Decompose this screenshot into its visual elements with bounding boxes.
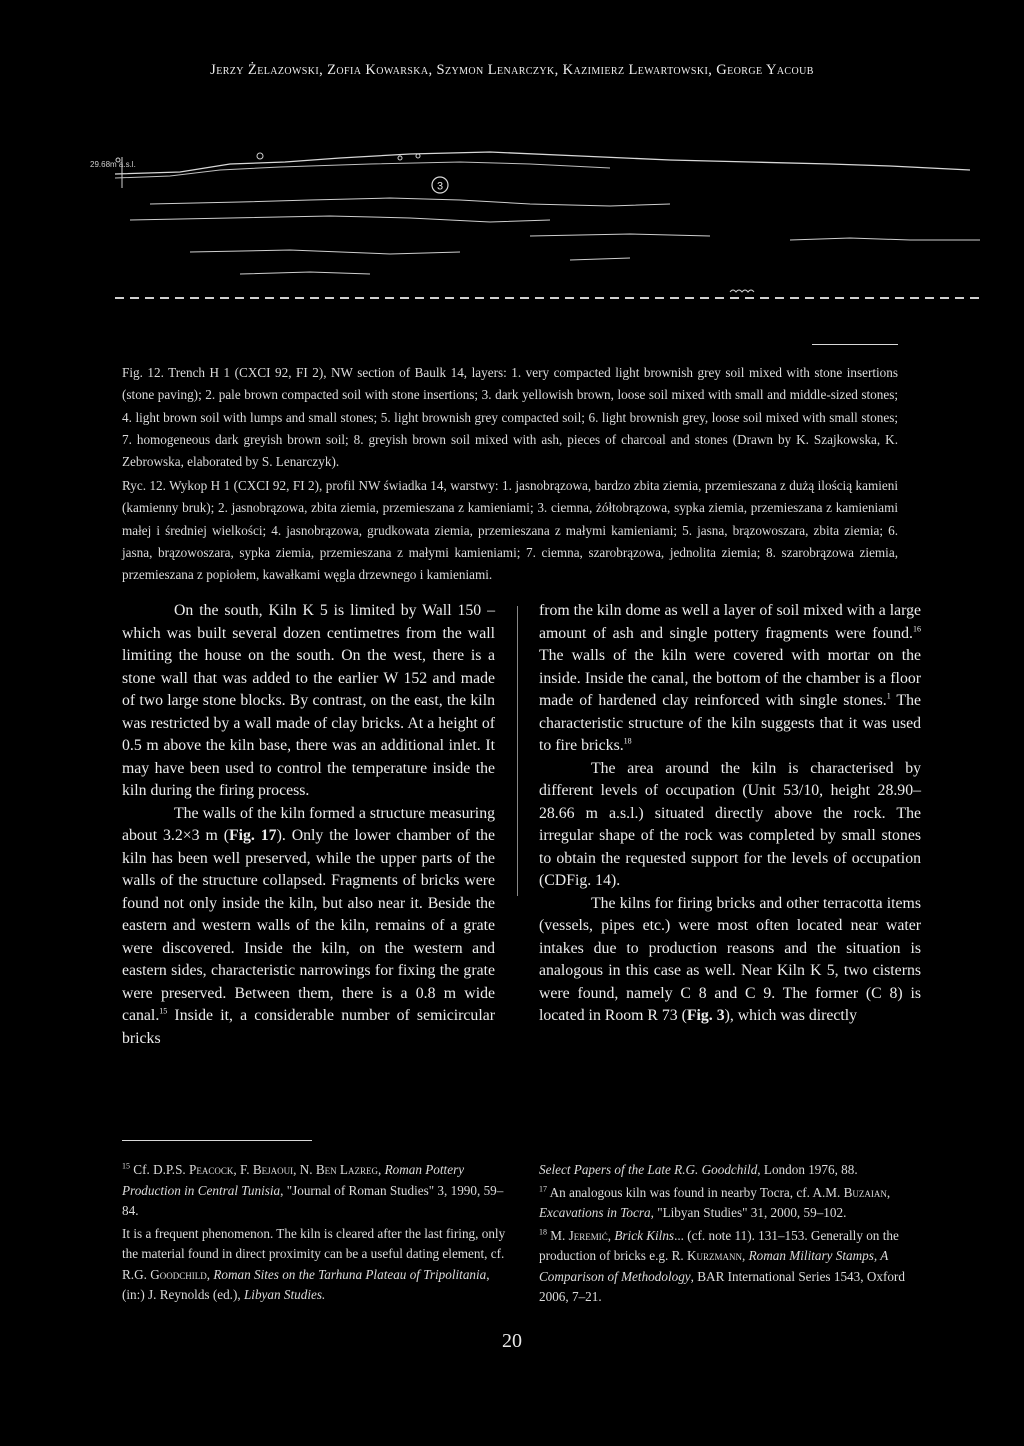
body-paragraph: The kilns for firing bricks and other terracotta items (vessels, pipes etc.) were most often located near water intakes due to production reasons and the situation is analogous in this case as well. Near Kiln K 5, two cisterns were found, namely C 8 and C 9. The former (C 8) is located in Room R 73 (Fig. 3), which was directly [539, 894, 921, 1024]
layer-8-line [240, 272, 370, 274]
figure-reference[interactable]: Fig. 17 [228, 827, 277, 844]
body-paragraph: On the south, Kiln K 5 is limited by Wall 150 – which was built several dozen centimetres from the wall limiting the house on the south. On the west, there is a stone wall that was added to the earlier W 152 and made of two large stone blocks. By contrast, on the east, the kiln was restricted by a wall made of clay bricks. At a height of 0.5 m above the kiln base, there was an additional inlet. It may have been used to control the temperature inside the kiln during the firing process. [122, 602, 495, 799]
page-number: 20 [502, 1330, 522, 1352]
layer-5-line [530, 234, 710, 236]
layer-1-line [115, 152, 970, 174]
body-paragraph: from the kiln dome as well a layer of soil mixed with a large amount of ash and single pottery fragments were found.$^{16}$ The walls of the kiln were covered with mortar on the inside. Inside the canal, the bottom of the chamber is a floor made of hardened clay reinforced with single stones.$^1$ The characteristic structure of the kiln suggests that it was used to fire bricks.$^{18}$ [539, 602, 921, 754]
body-paragraph: The area around the kiln is characterised by different levels of occupation (Unit 53/10, height 28.90– 28.66 m a.s.l.) situated directly above the rock. The irregular shape of the rock was completed by small stones to obtain the requested support for the levels of occupation (CDFig. 14). [539, 759, 921, 889]
footnote-ref[interactable]: 15 [159, 1006, 168, 1016]
layer-3-line [150, 198, 670, 206]
layer-6-line [790, 238, 980, 240]
figure-caption-pl: Ryc. 12. Wykop H 1 (CXCI 92, FI 2), profil NW świadka 14, warstwy: 1. jasnobrązowa, bardzo zbita ziemia, przemieszana z dużą ilością kamieni (kamienny bruk); 2. jasnobrązowa, zbita ziemia, przemieszana z kamieniami; 3. ciemna, żółtobrązowa, sypka ziemia, przemieszana z kamieniami małej i średniej wielkości; 4. jasnobrązowa, grudkowata ziemia, przemieszana z małymi kamieniami; 5. jasna, brązowoszara, zbita ziemia; 6. jasna, brązowoszara, sypka ziemia, przemieszana z małymi kamieniami; 7. ciemna, szarobrązowa, jednolita ziemia; 8. szarobrązowa ziemia, przemieszana z popiołem, kawałkami węgla drzewnego i kamieniami. [122, 478, 898, 583]
footnotes-right [539, 1160, 924, 1310]
footnote-16: It is a frequent phenomenon. The kiln is cleared after the last firing, only the material found in direct proximity can be a useful dating element, cf. R.G. Goodchild, Roman Sites on the Tarhuna Plateau of Tripolitania, (in:) J. Reynolds (ed.), Libyan Studies. [122, 1225, 506, 1302]
column-divider [517, 606, 518, 896]
footnote-ref[interactable]: 18 [623, 736, 632, 746]
stone-cluster-icon [730, 290, 754, 292]
stone-icon [416, 154, 420, 158]
body-column-left [122, 600, 495, 1050]
footnote-ref[interactable]: 1 [886, 691, 891, 701]
body-column-right [539, 600, 921, 1028]
section-drawing [90, 140, 990, 315]
section-drawing-svg [90, 140, 990, 315]
caption-rule [812, 344, 898, 345]
footnote-ref[interactable]: 16 [913, 624, 921, 634]
footnote-rule [122, 1140, 312, 1141]
footnotes-left [122, 1160, 512, 1308]
footnote-16-cont: Select Papers of the Late R.G. Goodchild, London 1976, 88. [539, 1162, 858, 1177]
layer-4-line [130, 216, 550, 222]
body-paragraph: The walls of the kiln formed a structure measuring about 3.2×3 m (Fig. 17). Only the lower chamber of the kiln has been well preserved, while the upper parts of the walls of the structure collapsed. Fragments of bricks were found not only inside the kiln, but also near it. Beside the eastern and western walls of the kiln, remains of a grate were discovered. Inside the kiln, on the western and eastern sides, characteristic narrowings for fixing the grate were preserved. Between them, there is a 0.8 m wide canal.$^{15}$ Inside it, a considerable number of semicircular bricks [122, 804, 496, 1047]
footnote-17: $^{17}$ An analogous kiln was found in nearby Tocra, cf. A.M. Buzaian, Excavations in Tocra, "Libyan Studies" 31, 2000, 59–102. [539, 1184, 891, 1220]
footnote-18: $^{18}$ M. Jeremić, Brick Kilns... (cf. note 11). 131–153. Generally on the production of bricks e.g. R. Kurzmann, Roman Military Stamps, A Comparison of Methodology, BAR International Series 1543, Oxford 2006, 7–21. [539, 1227, 905, 1304]
elevation-label: 29.68m a.s.l. [90, 160, 136, 169]
figure-caption-en: Fig. 12. Trench H 1 (CXCI 92, FI 2), NW section of Baulk 14, layers: 1. very compacted light brownish grey soil mixed with stone insertions (stone paving); 2. pale brown compacted soil with stone insertions; 3. dark yellowish brown, loose soil mixed with small and middle-sized stones; 4. light brown soil with lumps and small stones; 5. light brownish grey compacted soil; 6. light brownish grey, loose soil mixed with small stones; 7. homogeneous dark greyish brown soil; 8. greyish brown soil mixed with ash, pieces of charcoal and stones (Drawn by K. Szajkowska, K. Zebrowska, elaborated by S. Lenarczyk). [122, 365, 898, 470]
footnote-15: $^{15}$ Cf. D.P.S. Peacock, F. Bejaoui, N. Ben Lazreg, Roman Pottery Production in Central Tunisia, "Journal of Roman Studies" 3, 1990, 59–84. [122, 1161, 504, 1218]
figure-reference[interactable]: Fig. 3 [686, 1007, 725, 1024]
layer-7b-line [570, 258, 630, 260]
stone-icon [398, 156, 402, 160]
stone-icon [257, 153, 263, 159]
running-head: Jerzy Żelazowski, Zofia Kowarska, Szymon Lenarczyk, Kazimierz Lewartowski, George Yacoub [210, 62, 814, 78]
layer-marker: 3 [436, 180, 444, 193]
layer-7-line [190, 250, 460, 254]
